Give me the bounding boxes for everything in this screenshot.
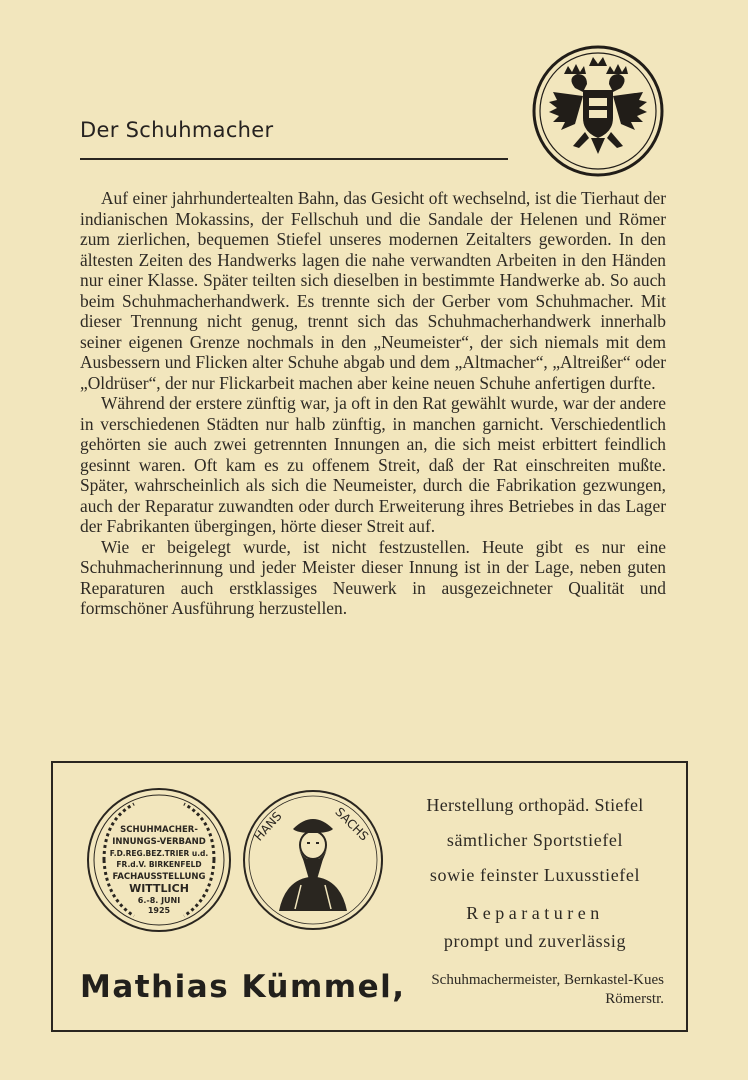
article-title: Der Schuhmacher [80, 118, 274, 142]
advertisement-box [51, 761, 688, 1032]
title-underline [80, 158, 508, 160]
medal-line-2: INNUNGS-VERBAND [112, 837, 206, 847]
paragraph: Wie er beigelegt wurde, ist nicht festzustellen. Heute gibt es nur eine Schuhmacherinnung und jeder Meister dieser Innung ist in der Lage, neben guten Reparaturen auch erstklassiges Neuwerk in ausgezeichneter Qualität und formschöner Ausführung herzustellen. [80, 536, 666, 618]
medal-line-1: SCHUHMACHER- [120, 825, 198, 835]
hans-sachs-medal [241, 789, 385, 931]
article-body [80, 188, 666, 619]
medal-word-hans: HANS [251, 809, 285, 844]
ad-service-line: sämtlicher Sportstiefel [446, 830, 624, 850]
ad-owner-name: Mathias Kümmel, [80, 969, 406, 1005]
ad-service-line: sowie feinster Luxusstiefel [429, 865, 641, 885]
paragraph: Auf einer jahrhundertealten Bahn, das Gesicht oft wechselnd, ist die Tierhaut der indianischen Mokassins, der Fellschuh und die Sandale der Helenen und Römer zum zierlichen, bequemen Stiefel unseres modernen Zeitalters geworden. In den ältesten Zeiten des Handwerks lagen die nahe verwandten Arbeiten in den Händen nur einer Klasse. Später teilten sich dieselben in bestimmte Handwerke ab. So auch beim Schuhmacherhandwerk. Es trennte sich der Gerber vom Schuhmacher. Mit dieser Trennung nicht genug, trennt sich das Schuhmacherhandwerk innerhalb seiner eigenen Grenze nochmals in den „Neumeister“, der sich niemals mit dem Ausbessern und Flicken alter Schuhe abgab und dem „Altmacher“, „Altreißer“ oder „Oldrüser“, der nur Flickarbeit machen aber keine neuen Schuhe anfertigen durfte. [80, 188, 666, 393]
ad-address-line: Römerstr. [605, 991, 664, 1007]
medal-word-sachs: SACHS [332, 804, 372, 844]
ad-service-line: prompt und zuverlässig [443, 931, 627, 951]
medal-line-4: FR.d.V. BIRKENFELD [116, 860, 202, 869]
exhibition-medal [86, 787, 232, 933]
ad-service-line: Herstellung orthopäd. Stiefel [426, 795, 644, 815]
medal-line-8: 1925 [147, 906, 171, 915]
ad-service-line: Reparaturen [466, 903, 604, 923]
double-headed-eagle-icon [531, 44, 665, 178]
medal-line-5: FACHAUSSTELLUNG [112, 872, 206, 882]
medal-line-7: 6.-8. JUNI [137, 896, 181, 905]
medal-line-6: WITTLICH [129, 882, 189, 895]
paragraph: Während der erstere zünftig war, ja oft in den Rat gewählt wurde, war der andere in verschiedenen Städten nur halb zünftig, in manchen garnicht. Verschiedentlich gehörten sie auch zwei getrennten Innungen an, die sich meist erbittert feindlich gesinnt waren. Oft kam es zu offenem Streit, daß der Rat einschreiten mußte. Später, wahrscheinlich als sich die Neumeister, durch die Fabrikation gezwungen, auch der Reparatur zuwandten oder durch Erweiterung ihres Betriebes in das Lager der Fabrikanten übergingen, hörte dieser Streit auf. [80, 393, 666, 536]
ad-trade-line: Schuhmachermeister, Bernkastel-Kues [431, 972, 664, 988]
medal-line-3: F.D.REG.BEZ.TRIER u.d. [109, 849, 209, 858]
ad-trade-address [431, 971, 664, 1009]
